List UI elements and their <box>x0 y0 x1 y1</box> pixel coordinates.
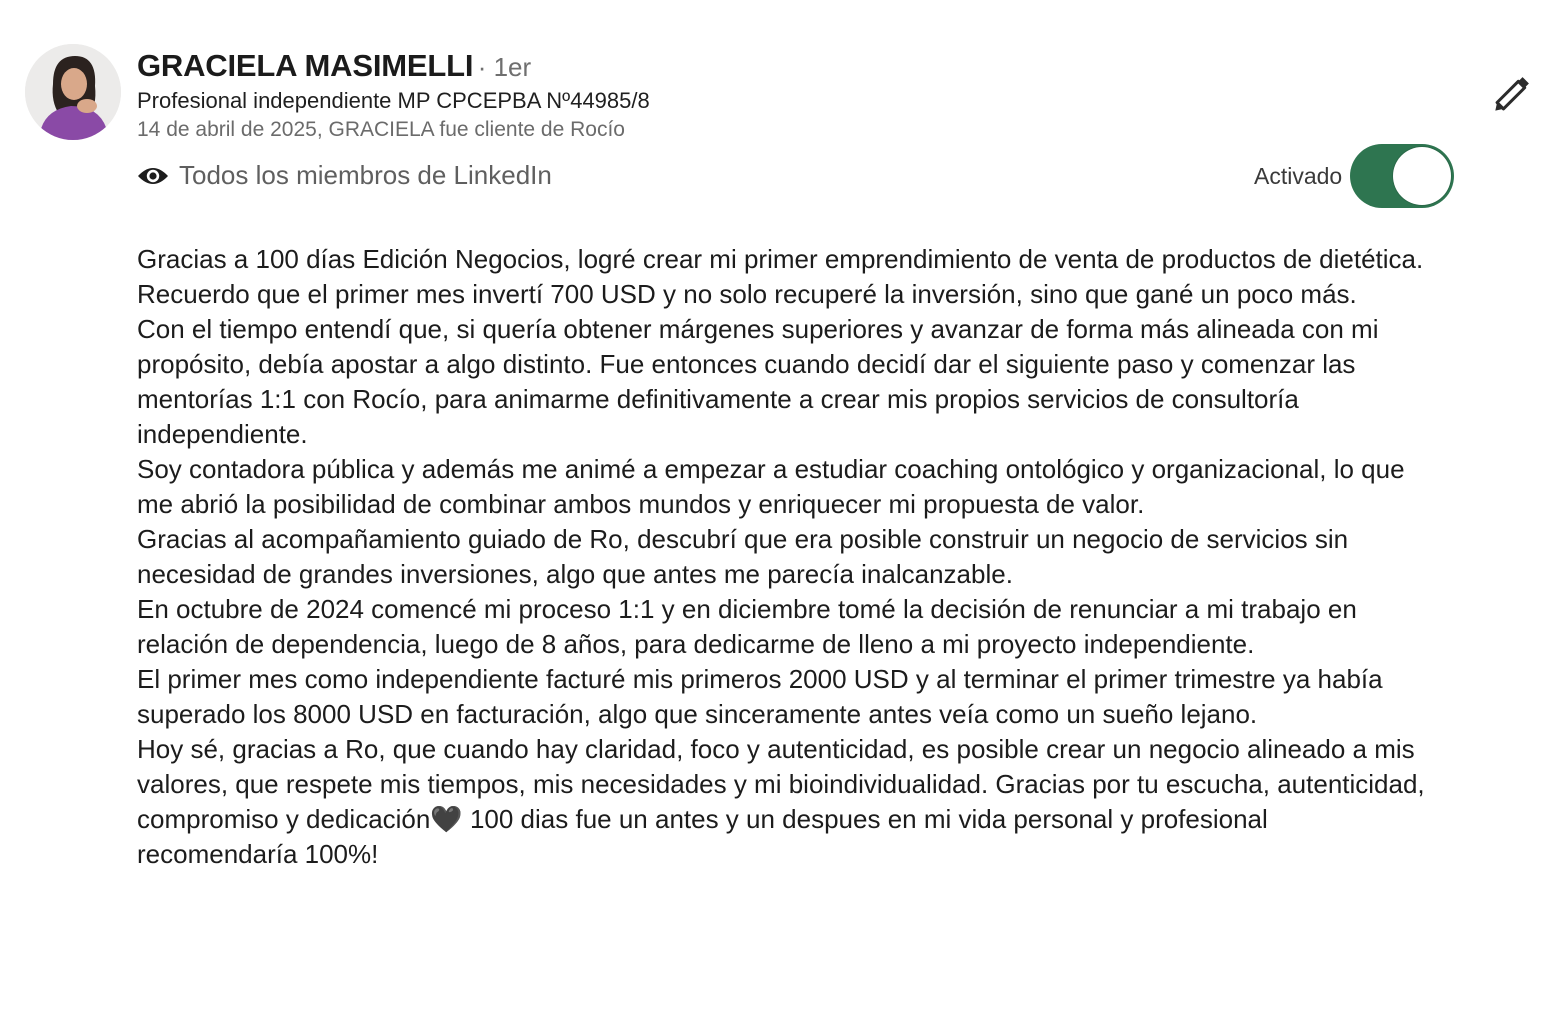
recommendation-paragraph: Con el tiempo entendí que, si quería obtener márgenes superiores y avanzar de forma más alineada con mi propósito, debía apostar a algo distinto. Fue entonces cuando decidí dar el siguiente paso y comenzar las mentorías 1:1 con Rocío, para animarme definitivamente a crear mis propios servicios de consultoría independiente. <box>137 314 1379 449</box>
toggle-knob <box>1393 147 1451 205</box>
edit-button[interactable] <box>1490 70 1536 116</box>
recommendation-paragraph: Gracias a 100 días Edición Negocios, logré crear mi primer emprendimiento de venta de productos de dietética. Recuerdo que el primer mes invertí 700 USD y no solo recuperé la inversión, sino que gané un poco más. <box>137 244 1424 309</box>
connection-degree: · 1er <box>477 52 532 82</box>
recommendation-text <box>137 242 1427 872</box>
visibility-setting <box>137 160 552 191</box>
recommendation-paragraph: Hoy sé, gracias a Ro, que cuando hay claridad, foco y autenticidad, es posible crear un negocio alineado a mis valores, que respete mis tiempos, mis necesidades y mi bioindividualidad. Gracias por tu escucha, autenticidad, compromiso y dedicación🖤 100 dias fue un antes y un despues en mi vida personal y profesional recomendaría 100%! <box>137 734 1425 869</box>
visibility-label: Todos los miembros de LinkedIn <box>179 160 552 190</box>
eye-icon <box>137 164 171 188</box>
author-name[interactable]: GRACIELA MASIMELLI <box>137 48 474 83</box>
profile-photo <box>25 44 121 140</box>
display-toggle[interactable] <box>1350 144 1454 208</box>
recommendation-paragraph: Gracias al acompañamiento guiado de Ro, descubrí que era posible construir un negocio de servicios sin necesidad de grandes inversiones, algo que antes me parecía inalcanzable. <box>137 524 1349 589</box>
toggle-label: Activado <box>1254 162 1343 189</box>
recommendation-paragraph: En octubre de 2024 comencé mi proceso 1:1 y en diciembre tomé la decisión de renunciar a mi trabajo en relación de dependencia, luego de 8 años, para dedicarme de lleno a mi proyecto independiente. <box>137 594 1357 659</box>
pencil-icon <box>1490 70 1536 116</box>
avatar[interactable] <box>25 44 121 140</box>
recommendation-paragraph: Soy contadora pública y además me animé a empezar a estudiar coaching ontológico y organizacional, lo que me abrió la posibilidad de combinar ambos mundos y enriquecer mi propuesta de valor. <box>137 454 1405 519</box>
recommendation-relation: 14 de abril de 2025, GRACIELA fue cliente de Rocío <box>137 118 625 141</box>
display-toggle-group <box>1254 144 1454 208</box>
author-headline: Profesional independiente MP CPCEPBA Nº44985/8 <box>137 88 650 113</box>
author-name-line <box>137 48 531 84</box>
recommendation-paragraph: El primer mes como independiente facturé mis primeros 2000 USD y al terminar el primer trimestre ya había superado los 8000 USD en facturación, algo que sinceramente antes veía como un sueño lejano. <box>137 664 1383 729</box>
